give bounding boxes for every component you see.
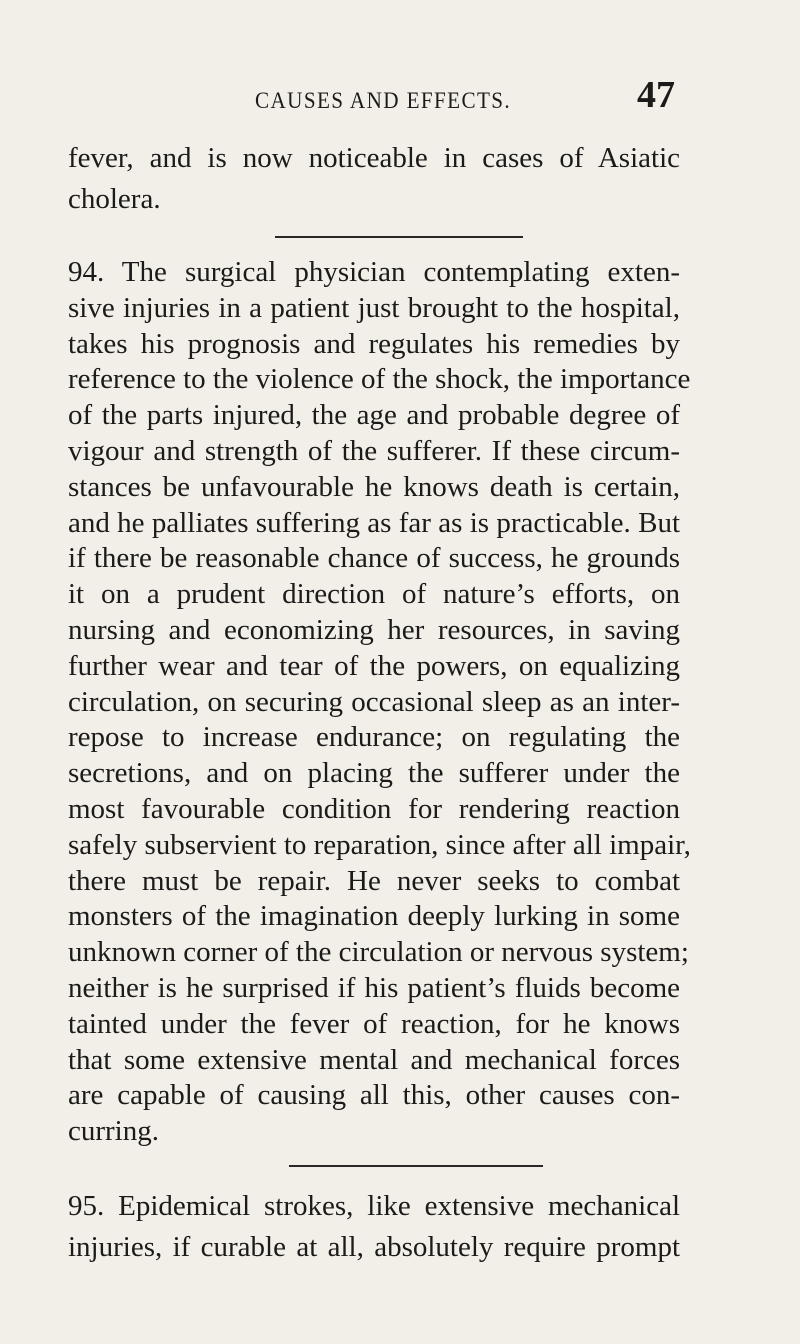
text-line: 95. Epidemical strokes, like extensive mechanical <box>68 1190 680 1222</box>
text-line: reference to the violence of the shock, the importance <box>68 363 691 396</box>
text-line: that some extensive mental and mechanical forces <box>68 1043 680 1076</box>
text-line: circulation, on securing occasional sleep as an inter- <box>68 685 680 718</box>
page-number: 47 <box>637 74 675 116</box>
text-line: vigour and strength of the sufferer. If these circum- <box>68 434 680 467</box>
text-line: most favourable condition for rendering reaction <box>68 792 680 825</box>
section-divider <box>275 236 523 238</box>
text-line: takes his prognosis and regulates his remedies by <box>68 327 680 360</box>
paragraph-94 <box>68 255 691 1150</box>
text-line: cholera. <box>68 183 161 215</box>
paragraph-93-continuation <box>68 138 680 220</box>
text-line: secretions, and on placing the sufferer under the <box>68 757 680 790</box>
text-line: stances be unfavourable he knows death is certain, <box>68 470 680 503</box>
text-line: sive injuries in a patient just brought to the hospital, <box>68 291 680 324</box>
text-line: injuries, if curable at all, absolutely require prompt <box>68 1231 680 1263</box>
paragraph-95 <box>68 1186 680 1268</box>
text-line: tainted under the fever of reaction, for he knows <box>68 1007 680 1040</box>
text-line: neither is he surprised if his patient’s fluids become <box>68 971 680 1004</box>
text-line: unknown corner of the circulation or nervous system; <box>68 936 689 969</box>
text-line: if there be reasonable chance of success, he grounds <box>68 542 680 575</box>
text-line: nursing and economizing her resources, in saving <box>68 613 680 646</box>
text-line: are capable of causing all this, other causes con- <box>68 1079 680 1112</box>
text-line: there must be repair. He never seeks to combat <box>68 864 680 897</box>
text-line: monsters of the imagination deeply lurking in some <box>68 900 680 933</box>
text-line: of the parts injured, the age and probable degree of <box>68 399 680 432</box>
text-line: 94. The surgical physician contemplating exten- <box>68 256 680 288</box>
text-line: further wear and tear of the powers, on equalizing <box>68 649 680 682</box>
text-line: curring. <box>68 1115 159 1148</box>
running-head: CAUSES AND EFFECTS. <box>255 88 512 113</box>
section-divider <box>289 1165 543 1167</box>
text-line: it on a prudent direction of nature’s efforts, on <box>68 578 680 611</box>
text-line: fever, and is now noticeable in cases of Asiatic <box>68 142 680 174</box>
text-line: safely subservient to reparation, since after all impair, <box>68 828 691 861</box>
text-line: and he palliates suffering as far as is practicable. But <box>68 506 680 539</box>
text-line: repose to increase endurance; on regulating the <box>68 721 680 754</box>
